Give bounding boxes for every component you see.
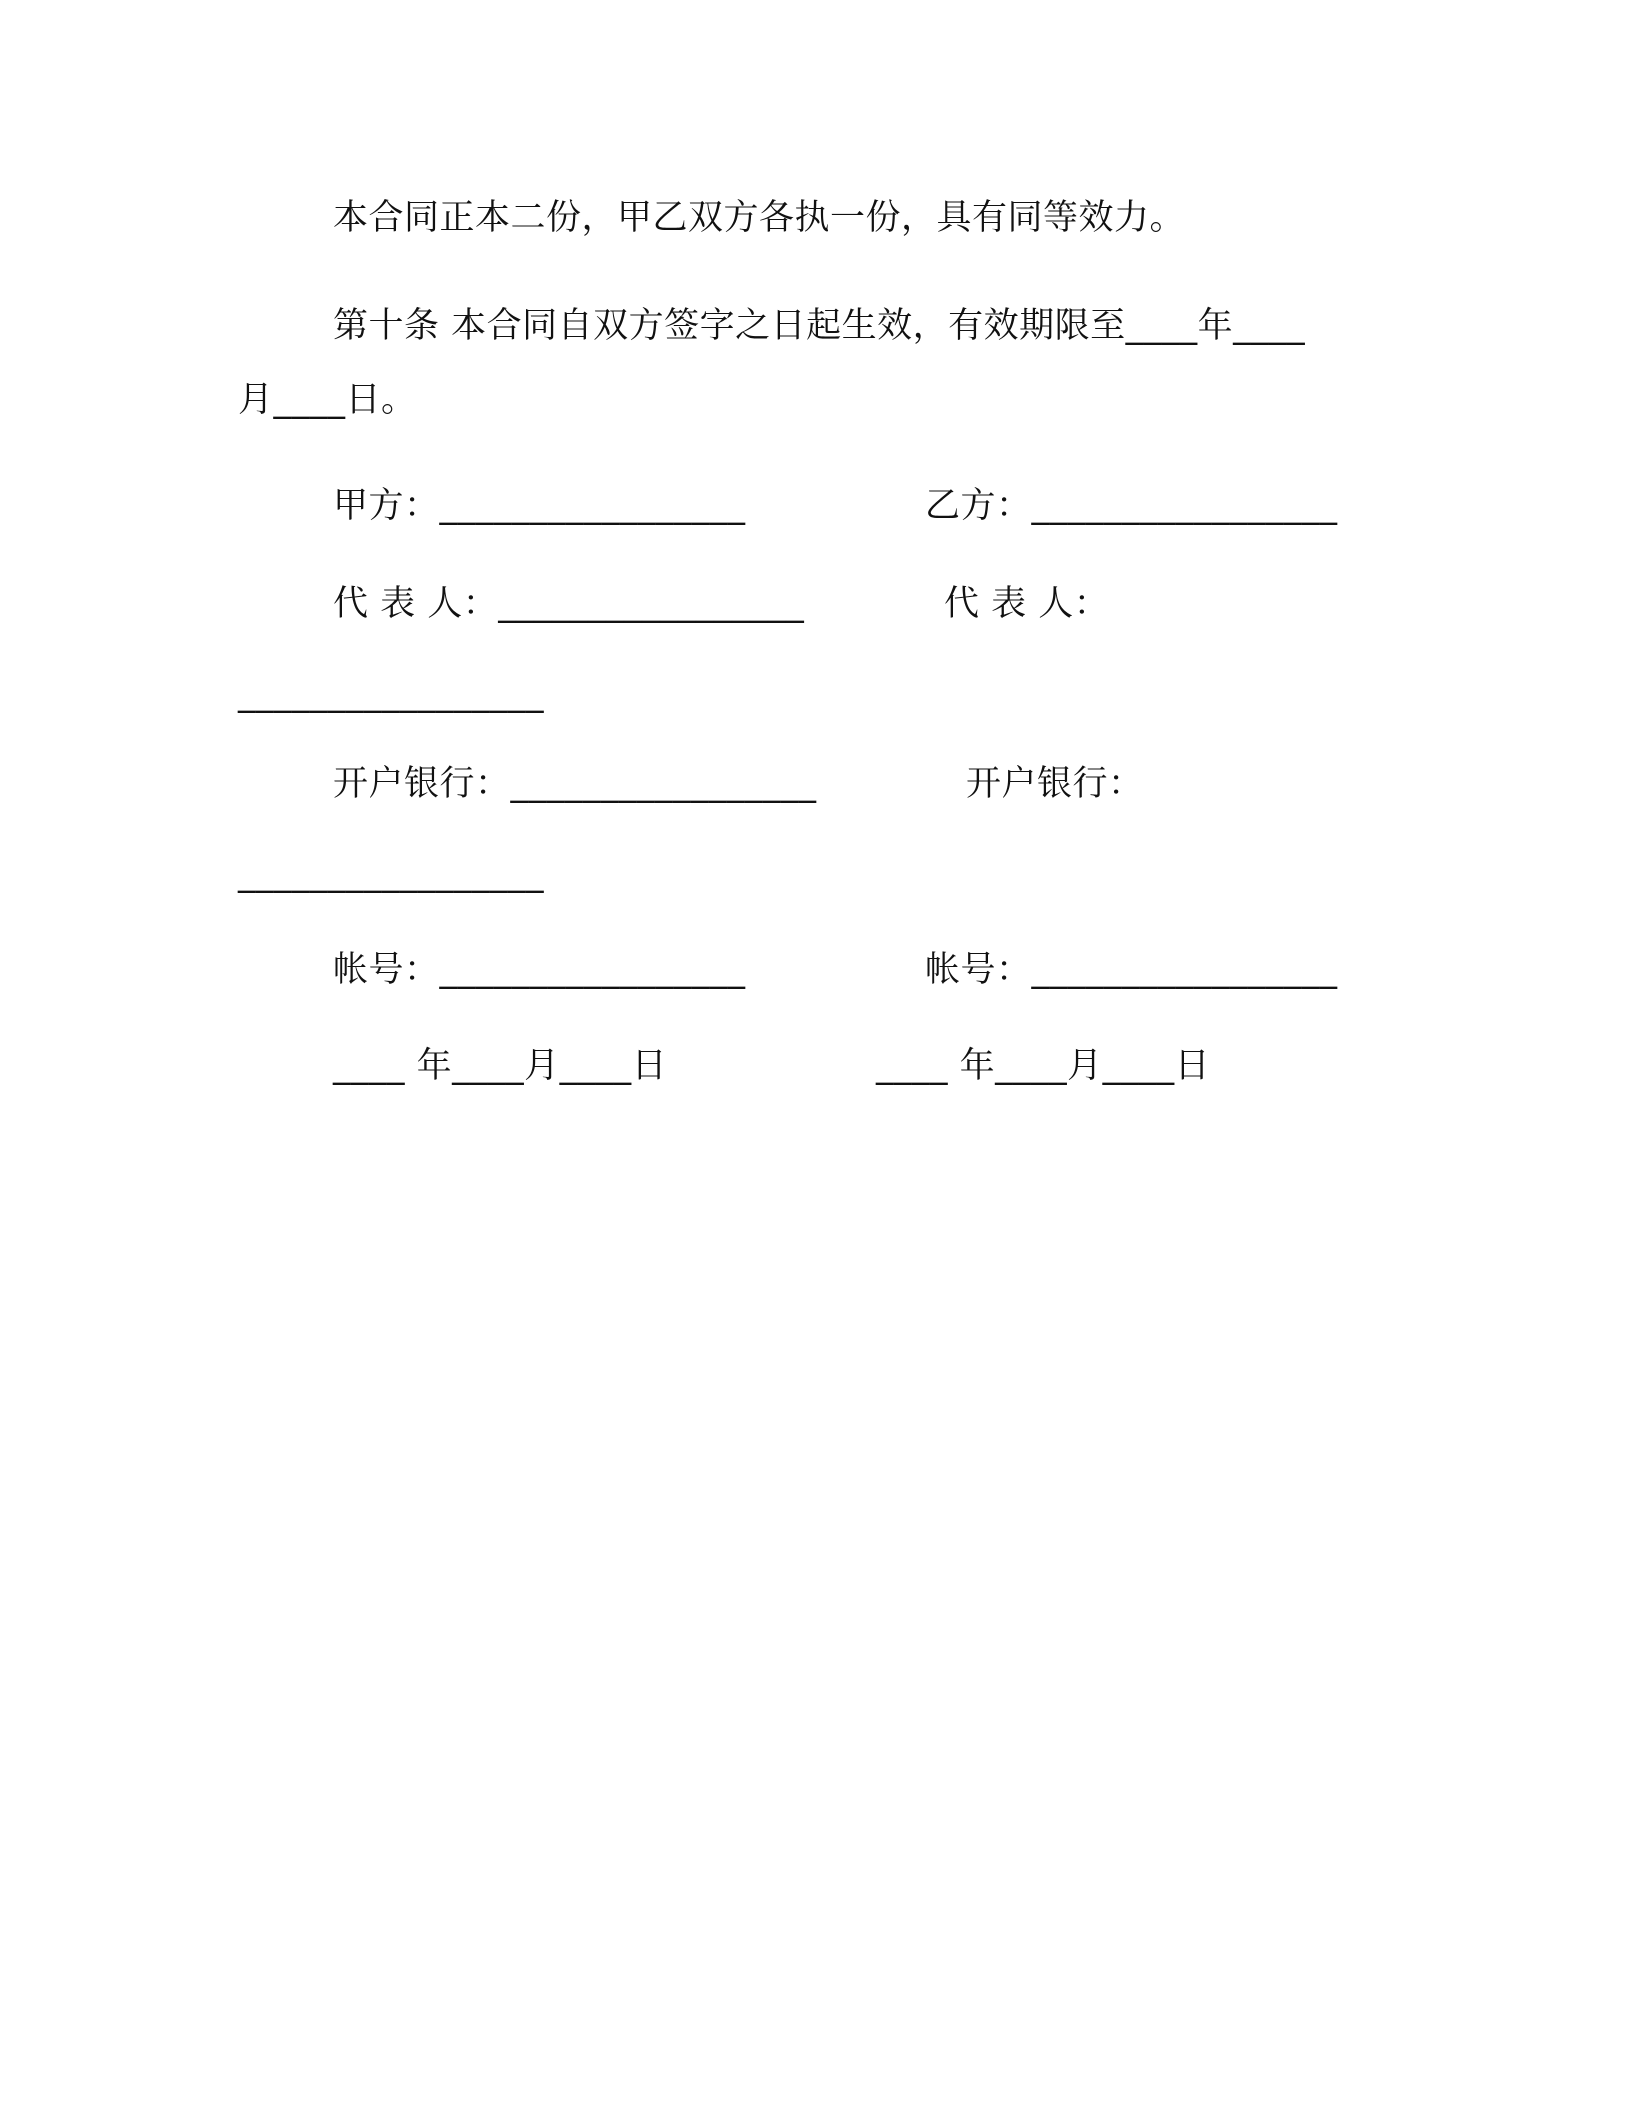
article-10-line-2: 月____日。 (238, 380, 417, 420)
party-a-bank-field: 开户银行：_________________ (333, 764, 817, 804)
party-b-account-field: 帐号：_________________ (925, 950, 1338, 990)
party-a-account-field: 帐号：_________________ (333, 950, 746, 990)
party-a-field: 甲方：_________________ (333, 486, 746, 526)
article-10-line-1: 第十条 本合同自双方签字之日起生效，有效期限至____年____ (333, 306, 1306, 346)
party-b-field: 乙方：_________________ (925, 486, 1338, 526)
party-b-bank-blank: _________________ (238, 854, 544, 894)
party-a-representative-field: 代 表 人：_________________ (333, 584, 805, 624)
party-b-bank-label: 开户银行： (966, 764, 1144, 804)
party-b-representative-label: 代 表 人： (944, 584, 1110, 624)
party-b-representative-blank: _________________ (238, 674, 544, 714)
party-a-date-field: ____ 年____月____日 (333, 1046, 668, 1086)
party-b-date-field: ____ 年____月____日 (876, 1046, 1211, 1086)
copies-clause: 本合同正本二份，甲乙双方各执一份，具有同等效力。 (333, 198, 1186, 238)
